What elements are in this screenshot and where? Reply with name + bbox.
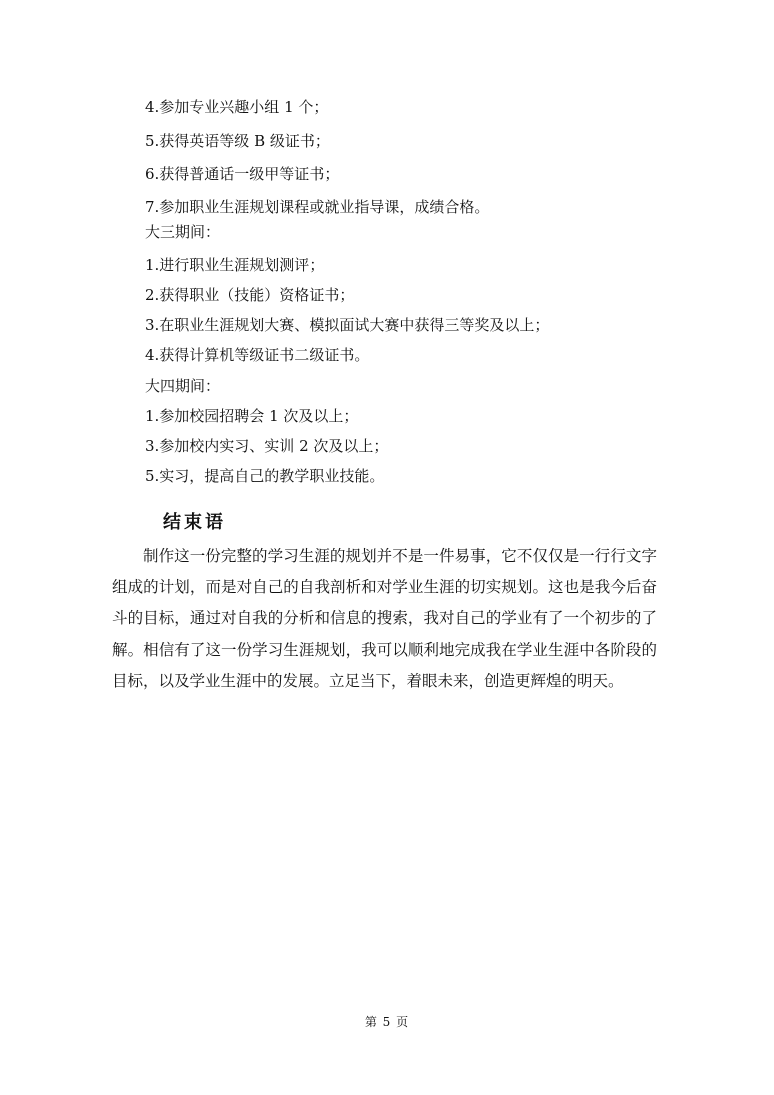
conclusion-heading: 结束语 — [163, 512, 226, 533]
section-label-junior-year: 大三期间： — [145, 223, 221, 241]
conclusion-paragraph: 制作这一份完整的学习生涯的规划并不是一件易事，它不仅仅是一行行文字组成的计划，而是对自己的自我剖析和对学业生涯的切实规划。这也是我今后奋斗的目标，通过对自我的分析和信息的搜索，我对自己的学业有了一个初步的了解。相信有了这一份学习生涯规划，我可以顺利地完成我在学业生涯中各阶段的目标，以及学业生涯中的发展。立足当下，着眼未来，创造更辉煌的明天。 — [112, 547, 657, 690]
list-item: 3.参加校内实习、实训 2 次及以上； — [145, 437, 389, 455]
list-item: 3.在职业生涯规划大赛、模拟面试大赛中获得三等奖及以上； — [145, 316, 550, 334]
list-item: 1.参加校园招聘会 1 次及以上； — [145, 407, 359, 425]
list-item: 6.获得普通话一级甲等证书； — [145, 165, 340, 183]
section-label-senior-year: 大四期间： — [145, 377, 221, 395]
list-item: 5.获得英语等级 B 级证书； — [145, 132, 330, 150]
list-item: 1.进行职业生涯规划测评； — [145, 256, 325, 274]
list-item: 4.获得计算机等级证书二级证书。 — [145, 346, 370, 364]
list-item: 4.参加专业兴趣小组 1 个； — [145, 98, 329, 116]
list-item: 5.实习，提高自己的教学职业技能。 — [145, 467, 385, 485]
list-item: 2.获得职业（技能）资格证书； — [145, 286, 355, 304]
page-number: 第 5 页 — [364, 1015, 410, 1029]
list-item: 7.参加职业生涯规划课程或就业指导课，成绩合格。 — [145, 198, 490, 216]
